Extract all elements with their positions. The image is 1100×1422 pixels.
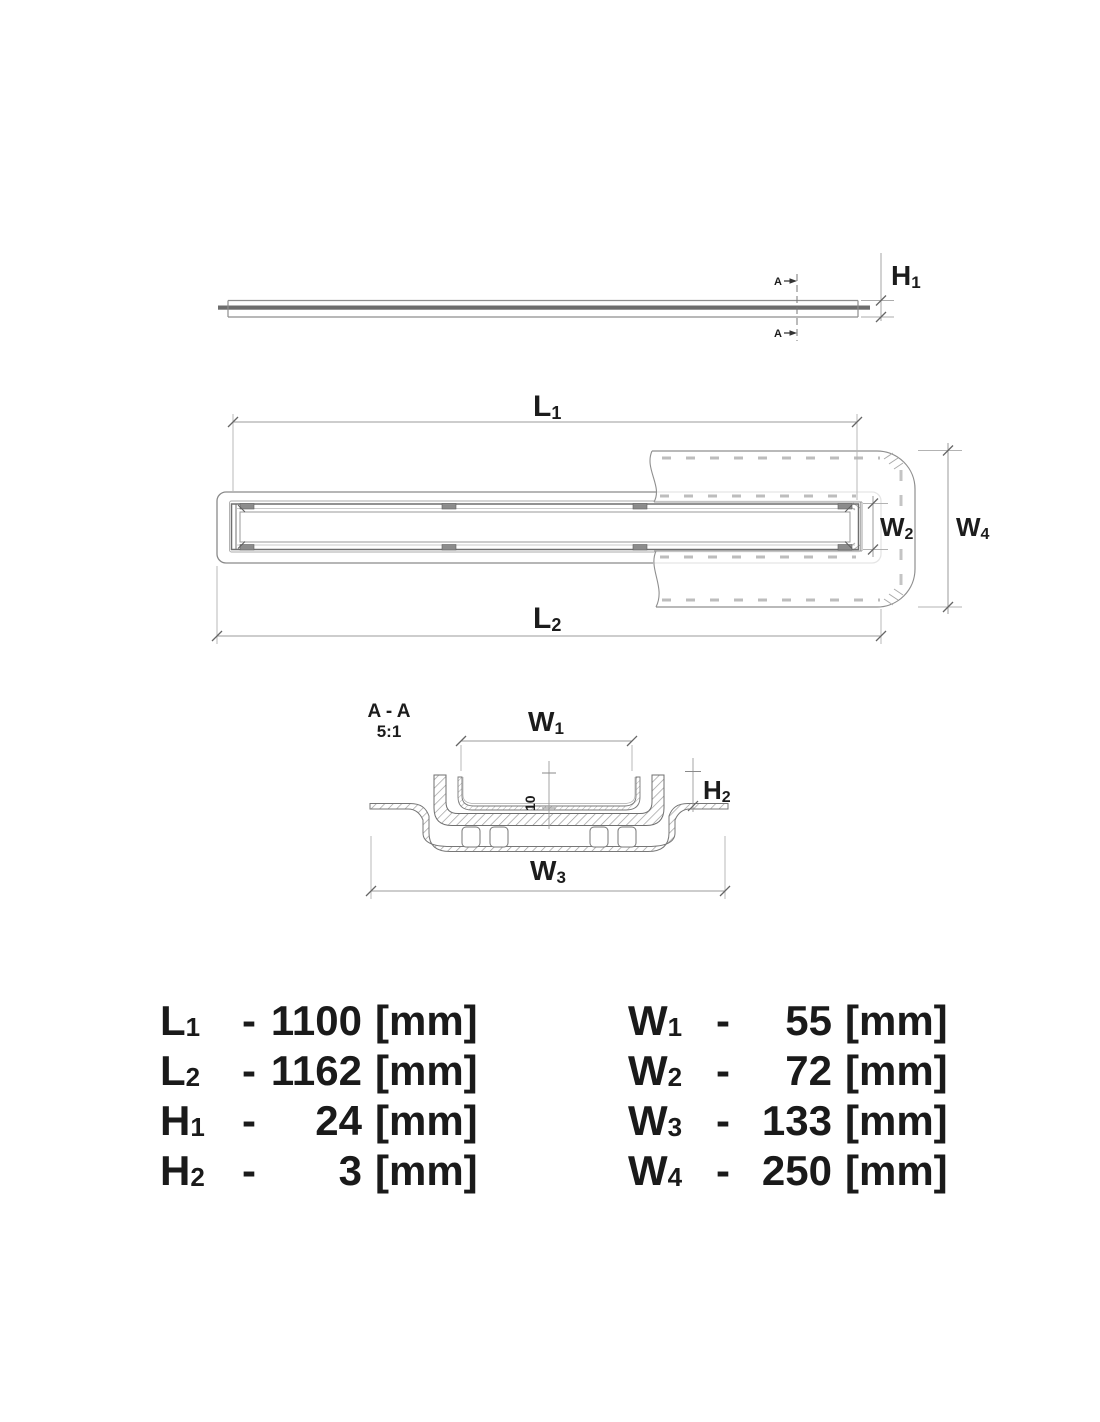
w3-dimension-label: W3 <box>530 855 566 887</box>
l2-dimension-label: L2 <box>533 602 562 635</box>
dim-symbol: $W_4$ <box>628 1147 683 1194</box>
table-row <box>160 1146 478 1196</box>
section-scale: 5:1 <box>376 722 402 741</box>
section-title: A - A <box>367 701 411 722</box>
dim-unit: [mm] <box>375 1097 478 1144</box>
table-row <box>628 1146 948 1196</box>
dim-dash: - <box>242 997 256 1044</box>
dim-value: 1162 <box>270 1047 362 1094</box>
dimension-table-left <box>160 996 478 1196</box>
dim-dash: - <box>716 997 730 1044</box>
dim-unit: [mm] <box>845 1147 948 1194</box>
dim-dash: - <box>242 1147 256 1194</box>
dim-value: 1100 <box>270 997 362 1044</box>
dim-unit: [mm] <box>845 1047 948 1094</box>
depth-dimension-label: 10 <box>522 795 538 811</box>
table-row <box>160 1046 478 1096</box>
dim-value: 24 <box>315 1097 362 1144</box>
dim-unit: [mm] <box>375 997 478 1044</box>
dim-value: 133 <box>761 1097 832 1144</box>
dim-dash: - <box>242 1047 256 1094</box>
dim-symbol: $L_2$ <box>160 1047 201 1094</box>
dim-dash: - <box>716 1097 730 1144</box>
mounting-feet <box>462 827 636 847</box>
table-row <box>160 996 478 1046</box>
w4-dimension-label: W4 <box>956 512 990 543</box>
table-row <box>160 1096 478 1146</box>
dim-symbol: $H_1$ <box>160 1097 205 1144</box>
dimension-table-right <box>628 996 948 1196</box>
section-view <box>366 701 731 899</box>
dim-value: 72 <box>785 1047 832 1094</box>
table-row <box>628 1046 948 1096</box>
w2-dimension-label: W2 <box>880 512 914 543</box>
section-letter-bottom: A <box>774 328 782 340</box>
dim-symbol: $W_3$ <box>628 1097 683 1144</box>
dim-unit: [mm] <box>845 1097 948 1144</box>
dim-symbol: $W_1$ <box>628 997 683 1044</box>
dim-dash: - <box>716 1047 730 1094</box>
profile-flange-band <box>218 306 870 310</box>
w1-dimension-label: W1 <box>528 706 564 738</box>
dim-unit: [mm] <box>375 1147 478 1194</box>
dim-symbol: $W_2$ <box>628 1047 683 1094</box>
h1-dimension <box>861 253 894 322</box>
l1-dimension-label: L1 <box>533 390 562 423</box>
dim-unit: [mm] <box>375 1047 478 1094</box>
side-profile <box>218 301 870 318</box>
dim-symbol: $H_2$ <box>160 1147 205 1194</box>
dim-value: 55 <box>785 997 832 1044</box>
side-view <box>218 253 921 341</box>
dim-value: 250 <box>761 1147 832 1194</box>
section-letter-top: A <box>774 276 782 288</box>
dim-dash: - <box>716 1147 730 1194</box>
dim-value: 3 <box>338 1147 362 1194</box>
dim-unit: [mm] <box>845 997 948 1044</box>
plan-view <box>212 390 990 644</box>
w1-dimension <box>456 736 637 771</box>
dim-dash: - <box>242 1097 256 1144</box>
dim-symbol: $L_1$ <box>160 997 201 1044</box>
table-row <box>628 996 948 1046</box>
h1-dimension-label: H1 <box>891 260 921 292</box>
h2-dimension-label: H2 <box>703 775 731 806</box>
table-row <box>628 1096 948 1146</box>
